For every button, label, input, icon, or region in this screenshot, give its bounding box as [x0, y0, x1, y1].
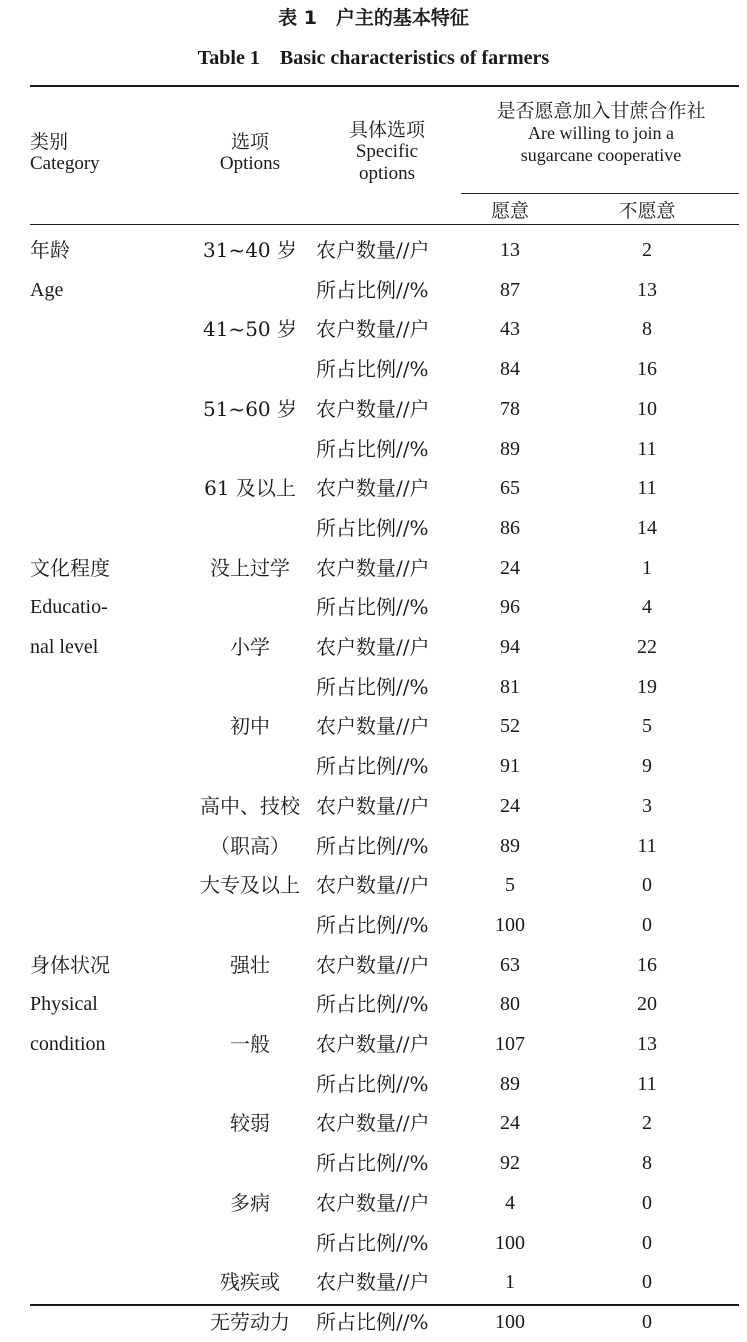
specific-cell: 所占比例//% — [316, 992, 429, 1016]
option-cell — [183, 1143, 317, 1183]
category-cell — [30, 706, 190, 746]
specific-cell: 所占比例//% — [316, 278, 429, 302]
option-cell — [183, 429, 317, 469]
option-cell — [183, 270, 317, 310]
header-category — [30, 131, 190, 175]
category-cell: Age — [30, 279, 64, 301]
option-cell — [183, 746, 317, 786]
willing-no-cell: 11 — [637, 835, 657, 857]
header-options — [185, 131, 315, 175]
option-cell: 31~40 岁 — [202, 238, 297, 262]
option-cell: 较弱 — [230, 1111, 270, 1135]
specific-cell: 所占比例//% — [316, 834, 429, 858]
willing-yes-cell: 24 — [500, 1112, 520, 1134]
category-cell — [30, 389, 190, 429]
willing-no-cell: 0 — [642, 1311, 652, 1333]
willing-yes-cell: 24 — [500, 557, 520, 579]
willing-yes-cell: 65 — [500, 477, 520, 499]
specific-cell: 农户数量//户 — [316, 238, 430, 262]
category-cell — [30, 508, 190, 548]
header-specific-cn: 具体选项 — [348, 119, 425, 141]
willing-yes-cell: 107 — [495, 1033, 525, 1055]
option-cell: 小学 — [230, 635, 270, 659]
specific-cell: 农户数量//户 — [316, 714, 430, 738]
category-cell — [30, 468, 190, 508]
specific-cell: 农户数量//户 — [316, 397, 430, 421]
header-options-en: Options — [219, 153, 281, 174]
willing-no-cell: 2 — [642, 1112, 652, 1134]
specific-cell: 所占比例//% — [316, 1072, 429, 1096]
willing-no-cell: 0 — [642, 1192, 652, 1214]
willing-yes-cell: 4 — [505, 1192, 515, 1214]
option-cell: 初中 — [230, 714, 270, 738]
category-cell — [30, 309, 190, 349]
header-category-en: Category — [30, 153, 100, 174]
header-specific-en-2: options — [359, 163, 415, 184]
header-category-cn: 类别 — [30, 131, 69, 153]
willing-no-cell: 22 — [637, 636, 657, 658]
category-cell: 年龄 — [30, 238, 70, 262]
category-cell — [30, 826, 190, 866]
specific-cell: 农户数量//户 — [316, 953, 430, 977]
willing-yes-cell: 24 — [500, 795, 520, 817]
specific-cell: 所占比例//% — [316, 1151, 429, 1175]
option-cell — [183, 667, 317, 707]
specific-cell: 所占比例//% — [316, 516, 429, 540]
willing-no-cell: 0 — [642, 914, 652, 936]
willing-yes-cell: 94 — [500, 636, 520, 658]
specific-cell: 农户数量//户 — [316, 873, 430, 897]
willing-no-cell: 2 — [642, 239, 652, 261]
category-cell: 文化程度 — [30, 556, 110, 580]
willing-yes-cell: 78 — [500, 398, 520, 420]
option-cell: 强壮 — [230, 953, 270, 977]
category-cell: nal level — [30, 636, 99, 658]
bottom-rule — [30, 1304, 739, 1306]
option-cell: 一般 — [230, 1032, 270, 1056]
willing-no-cell: 8 — [642, 318, 652, 340]
category-cell — [30, 746, 190, 786]
category-cell — [30, 1302, 190, 1342]
category-cell — [30, 1103, 190, 1143]
willing-no-cell: 16 — [637, 954, 657, 976]
category-cell — [30, 1183, 190, 1223]
category-cell — [30, 1143, 190, 1183]
willing-no-cell: 20 — [637, 993, 657, 1015]
header-willing-en-2: sugarcane cooperative — [520, 145, 682, 165]
specific-cell: 农户数量//户 — [316, 556, 430, 580]
category-cell — [30, 786, 190, 826]
category-cell: Educatio- — [30, 596, 108, 618]
willing-no-cell: 16 — [637, 358, 657, 380]
option-cell: 大专及以上 — [200, 873, 300, 897]
specific-cell: 农户数量//户 — [316, 635, 430, 659]
specific-cell: 所占比例//% — [316, 357, 429, 381]
category-cell — [30, 865, 190, 905]
willing-yes-cell: 5 — [505, 874, 515, 896]
willing-yes-cell: 86 — [500, 517, 520, 539]
willing-no-cell: 9 — [642, 755, 652, 777]
willing-no-cell: 0 — [642, 1232, 652, 1254]
option-cell — [183, 1223, 317, 1263]
willing-yes-cell: 13 — [500, 239, 520, 261]
specific-cell: 农户数量//户 — [316, 476, 430, 500]
header-specific — [312, 119, 462, 185]
willing-yes-cell: 1 — [505, 1271, 515, 1293]
header-willing-en-1: Are willing to join a — [528, 123, 674, 143]
option-cell: 高中、技校 — [200, 794, 300, 818]
specific-cell: 所占比例//% — [316, 754, 429, 778]
willing-yes-cell: 87 — [500, 279, 520, 301]
specific-cell: 所占比例//% — [316, 675, 429, 699]
option-cell: （职高） — [210, 834, 290, 858]
willing-yes-cell: 100 — [495, 1232, 525, 1254]
specific-cell: 农户数量//户 — [316, 794, 430, 818]
header-sub-rule — [461, 193, 739, 194]
willing-no-cell: 11 — [637, 438, 657, 460]
category-cell — [30, 1223, 190, 1263]
willing-yes-cell: 100 — [495, 1311, 525, 1333]
willing-no-cell: 4 — [642, 596, 652, 618]
willing-no-cell: 1 — [642, 557, 652, 579]
category-cell: condition — [30, 1033, 106, 1055]
willing-yes-cell: 52 — [500, 715, 520, 737]
category-cell: Physical — [30, 993, 98, 1015]
header-bottom-rule — [30, 224, 739, 225]
specific-cell: 农户数量//户 — [316, 317, 430, 341]
willing-no-cell: 11 — [637, 477, 657, 499]
willing-yes-cell: 92 — [500, 1152, 520, 1174]
specific-cell: 农户数量//户 — [316, 1032, 430, 1056]
header-willing-cn: 是否愿意加入甘蔗合作社 — [496, 100, 706, 122]
specific-cell: 农户数量//户 — [316, 1111, 430, 1135]
specific-cell: 所占比例//% — [316, 595, 429, 619]
table-title-cn: 表 1 户主的基本特征 — [278, 7, 469, 29]
willing-yes-cell: 91 — [500, 755, 520, 777]
willing-no-cell: 14 — [637, 517, 657, 539]
option-cell: 残疾或 — [220, 1270, 280, 1294]
specific-cell: 所占比例//% — [316, 913, 429, 937]
specific-cell: 农户数量//户 — [316, 1191, 430, 1215]
header-yes: 愿意 — [490, 200, 529, 222]
willing-no-cell: 11 — [637, 1073, 657, 1095]
willing-yes-cell: 89 — [500, 835, 520, 857]
willing-yes-cell: 96 — [500, 596, 520, 618]
willing-no-cell: 19 — [637, 676, 657, 698]
option-cell — [183, 984, 317, 1024]
willing-yes-cell: 84 — [500, 358, 520, 380]
specific-cell: 农户数量//户 — [316, 1270, 430, 1294]
option-cell — [183, 1064, 317, 1104]
option-cell: 61 及以上 — [204, 476, 296, 500]
willing-no-cell: 5 — [642, 715, 652, 737]
category-cell — [30, 667, 190, 707]
willing-yes-cell: 80 — [500, 993, 520, 1015]
category-cell — [30, 1262, 190, 1302]
willing-yes-cell: 89 — [500, 438, 520, 460]
header-no: 不愿意 — [618, 200, 676, 222]
option-cell — [183, 508, 317, 548]
header-options-cn: 选项 — [230, 131, 269, 153]
category-cell: 身体状况 — [30, 953, 110, 977]
willing-no-cell: 10 — [637, 398, 657, 420]
option-cell — [183, 349, 317, 389]
willing-yes-cell: 63 — [500, 954, 520, 976]
category-cell — [30, 905, 190, 945]
option-cell: 多病 — [230, 1191, 270, 1215]
category-cell — [30, 1064, 190, 1104]
willing-yes-cell: 89 — [500, 1073, 520, 1095]
option-cell — [183, 905, 317, 945]
header-willing — [455, 100, 747, 166]
top-rule — [30, 85, 739, 87]
willing-yes-cell: 100 — [495, 914, 525, 936]
specific-cell: 所占比例//% — [316, 1231, 429, 1255]
option-cell: 无劳动力 — [210, 1310, 290, 1334]
option-cell: 41~50 岁 — [202, 317, 297, 341]
willing-no-cell: 3 — [642, 795, 652, 817]
header-specific-en-1: Specific — [355, 141, 419, 162]
specific-cell: 所占比例//% — [316, 437, 429, 461]
option-cell: 51~60 岁 — [202, 397, 297, 421]
specific-cell: 所占比例//% — [316, 1310, 429, 1334]
willing-no-cell: 0 — [642, 1271, 652, 1293]
category-cell — [30, 429, 190, 469]
option-cell: 没上过学 — [210, 556, 290, 580]
willing-yes-cell: 81 — [500, 676, 520, 698]
option-cell — [183, 587, 317, 627]
willing-yes-cell: 43 — [500, 318, 520, 340]
willing-no-cell: 13 — [637, 1033, 657, 1055]
category-cell — [30, 349, 190, 389]
willing-no-cell: 8 — [642, 1152, 652, 1174]
willing-no-cell: 13 — [637, 279, 657, 301]
table-title-en: Table 1 Basic characteristics of farmers — [197, 47, 550, 69]
willing-no-cell: 0 — [642, 874, 652, 896]
